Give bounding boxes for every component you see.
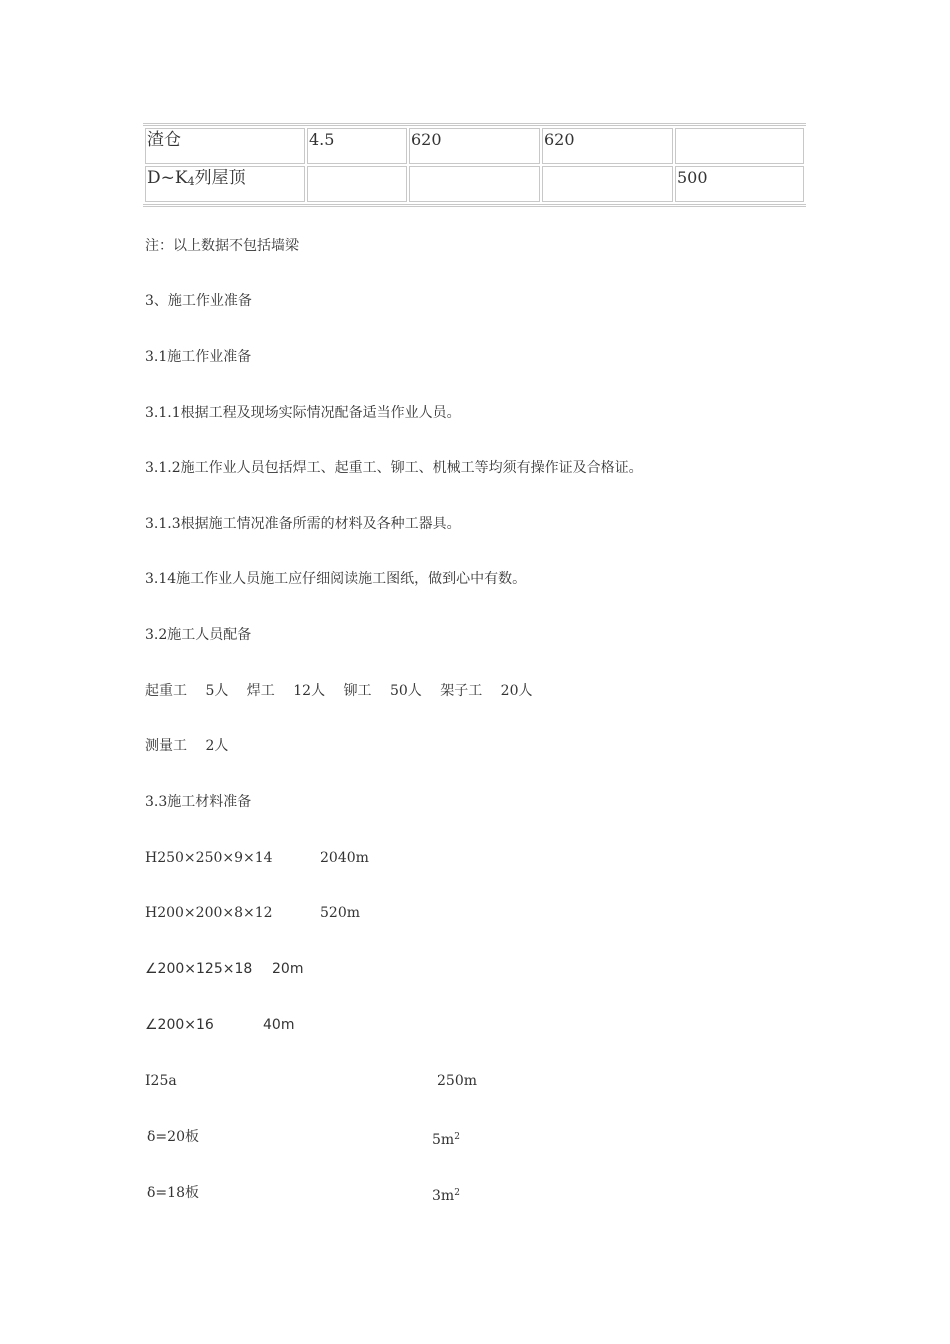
paragraph: 3.14施工作业人员施工应仔细阅读施工图纸，做到心中有数。 — [145, 571, 527, 587]
table-cell — [145, 166, 305, 202]
qty-superscript: 2 — [454, 1188, 460, 1198]
material-qty: 520m — [320, 905, 360, 921]
material-name: δ=20板 — [147, 1129, 199, 1145]
table-row — [145, 128, 804, 164]
table-cell — [409, 166, 540, 202]
paragraph: 3.1.3根据施工情况准备所需的材料及各种工器具。 — [145, 516, 461, 532]
material-name: H250×250×9×14 — [145, 850, 273, 866]
material-qty: 2040m — [320, 850, 369, 866]
table-cell: 500 — [675, 166, 804, 202]
staff-list: 测量工 2人 — [145, 738, 229, 754]
table-cell — [307, 166, 407, 202]
material-name: ∠200×16 — [145, 1017, 214, 1033]
material-name: I25a — [145, 1073, 177, 1089]
table-cell — [542, 166, 673, 202]
material-name: ∠200×125×18 — [145, 961, 253, 977]
table-cell — [675, 128, 804, 164]
subsection-heading: 3.1施工作业准备 — [145, 349, 252, 365]
material-qty: 250m — [437, 1073, 477, 1089]
material-qty — [432, 1127, 460, 1150]
subsection-heading: 3.3施工材料准备 — [145, 794, 252, 810]
material-name: H200×200×8×12 — [145, 905, 273, 921]
cell-text: 列屋顶 — [194, 168, 246, 188]
paragraph: 3.1.2施工作业人员包括焊工、起重工、铆工、机械工等均须有操作证及合格证。 — [145, 460, 643, 476]
qty-text: 3m — [432, 1188, 455, 1204]
material-name: δ=18板 — [147, 1185, 199, 1201]
material-qty: 20m — [272, 961, 304, 977]
table-cell: 4.5 — [307, 128, 407, 164]
subsection-heading: 3.2施工人员配备 — [145, 627, 252, 643]
paragraph: 3.1.1根据工程及现场实际情况配备适当作业人员。 — [145, 405, 461, 421]
section-heading: 3、施工作业准备 — [145, 293, 252, 309]
qty-text: 5m — [432, 1132, 455, 1148]
table-cell: 620 — [409, 128, 540, 164]
cell-subscript: 4 — [187, 175, 195, 188]
table-cell: 620 — [542, 128, 673, 164]
note-text: 注：以上数据不包括墙梁 — [145, 238, 299, 254]
material-qty: 40m — [263, 1017, 295, 1033]
cell-text: D~K — [147, 168, 188, 188]
qty-superscript: 2 — [454, 1132, 460, 1142]
table-cell: 渣仓 — [145, 128, 305, 164]
material-qty — [432, 1183, 460, 1206]
staff-list: 起重工 5人 焊工 12人 铆工 50人 架子工 20人 — [145, 683, 533, 699]
data-table — [143, 123, 806, 207]
table-row — [145, 166, 804, 202]
